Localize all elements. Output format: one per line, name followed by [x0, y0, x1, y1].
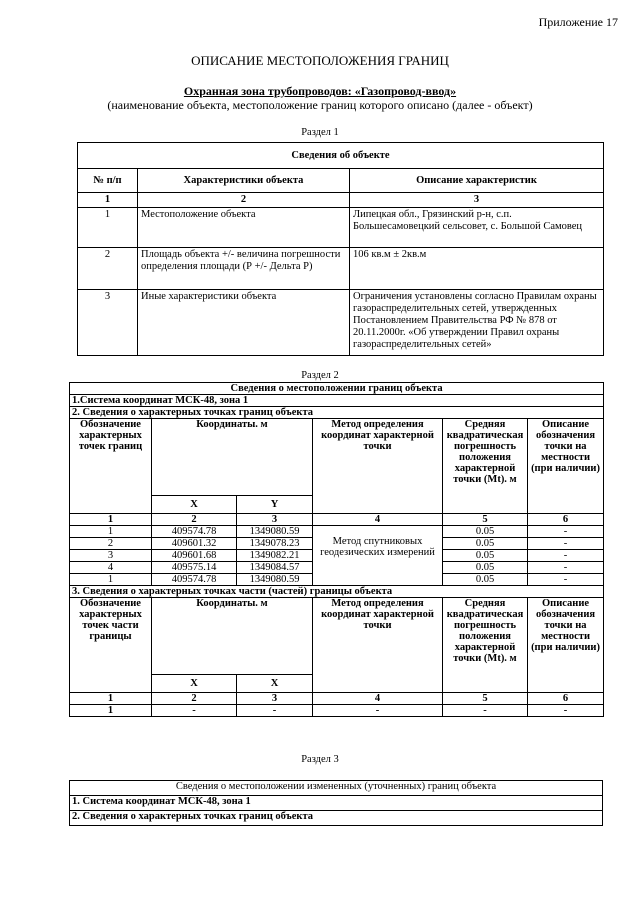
- part-cell: -: [237, 705, 313, 717]
- col-method: Метод определения координат характерной точки: [313, 598, 443, 693]
- col-number: 6: [528, 514, 604, 526]
- section3-table: [69, 780, 603, 826]
- point-x: 409601.68: [152, 550, 237, 562]
- col-number: 1: [78, 193, 138, 208]
- point-x: 409574.78: [152, 574, 237, 586]
- col-y: X: [237, 675, 313, 693]
- col-number: 6: [528, 693, 604, 705]
- section1-label: Раздел 1: [301, 127, 339, 138]
- col-error: Средняя квадратическая погрешность положения характерной точки (Mt). м: [443, 419, 528, 514]
- col-number: 2: [152, 693, 237, 705]
- row-name: Иные характеристики объекта: [138, 290, 350, 356]
- points-header: 2. Сведения о характерных точках границ объекта: [70, 407, 604, 419]
- col-x: X: [152, 675, 237, 693]
- col-coords: Координаты. м: [152, 419, 313, 496]
- col-number: 3: [350, 193, 604, 208]
- object-name: Охранная зона трубопроводов: «Газопровод-ввод»: [183, 84, 457, 98]
- row-num: 1: [78, 208, 138, 248]
- point-error: 0.05: [443, 538, 528, 550]
- point-desc: -: [528, 562, 604, 574]
- section2-table: [69, 382, 604, 717]
- page-title: ОПИСАНИЕ МЕСТОПОЛОЖЕНИЯ ГРАНИЦ: [191, 53, 449, 68]
- part-cell: -: [313, 705, 443, 717]
- col-number: 3: [237, 693, 313, 705]
- col-point-desc: Описание обозначения точки на местности (при наличии): [528, 419, 604, 514]
- point-x: 409574.78: [152, 526, 237, 538]
- col-method: Метод определения координат характерной точки: [313, 419, 443, 514]
- point-number: 4: [70, 562, 152, 574]
- col-x: X: [152, 496, 237, 514]
- point-y: 1349084.57: [237, 562, 313, 574]
- point-y: 1349080.59: [237, 526, 313, 538]
- col-point-part: Обозначение характерных точек части границы: [70, 598, 152, 693]
- point-y: 1349082.21: [237, 550, 313, 562]
- point-desc: -: [528, 550, 604, 562]
- section3-label: Раздел 3: [301, 754, 339, 765]
- point-desc: -: [528, 538, 604, 550]
- point-y: 1349078.23: [237, 538, 313, 550]
- parts-header: 3. Сведения о характерных точках части (частей) границы объекта: [70, 586, 604, 598]
- coord-system: 1. Система координат МСК-48, зона 1: [70, 796, 603, 811]
- col-number: 3: [237, 514, 313, 526]
- col-error: Средняя квадратическая погрешность положения характерной точки (Mt). м: [443, 598, 528, 693]
- point-error: 0.05: [443, 526, 528, 538]
- point-error: 0.05: [443, 550, 528, 562]
- col-number: 1: [70, 693, 152, 705]
- point-desc: -: [528, 574, 604, 586]
- point-x: 409601.32: [152, 538, 237, 550]
- col-num: № п/п: [78, 169, 138, 193]
- section2-label: Раздел 2: [301, 370, 339, 381]
- point-desc: -: [528, 526, 604, 538]
- row-desc: 106 кв.м ± 2кв.м: [350, 248, 604, 290]
- point-y: 1349080.59: [237, 574, 313, 586]
- table-row: [70, 526, 604, 538]
- part-cell: -: [443, 705, 528, 717]
- col-number: 4: [313, 693, 443, 705]
- row-desc: Ограничения установлены согласно Правилам охраны газораспределительных сетей, утвержденных Постановлением Правительства РФ № 878 от 20.11.2000г. «Об утверждении Правил охраны газораспределительных сетей»: [350, 290, 604, 356]
- row-num: 2: [78, 248, 138, 290]
- col-number: 5: [443, 693, 528, 705]
- coord-system: 1.Система координат МСК-48, зона 1: [70, 395, 604, 407]
- point-number: 2: [70, 538, 152, 550]
- point-method: [313, 526, 443, 586]
- col-number: 2: [138, 193, 350, 208]
- row-name: Площадь объекта +/- величина погрешности определения площади (Р +/- Дельта Р): [138, 248, 350, 290]
- point-error: 0.05: [443, 574, 528, 586]
- point-number: 3: [70, 550, 152, 562]
- col-description: Описание характеристик: [350, 169, 604, 193]
- point-number: 1: [70, 526, 152, 538]
- point-x: 409575.14: [152, 562, 237, 574]
- col-number: 4: [313, 514, 443, 526]
- point-number: 1: [70, 574, 152, 586]
- col-coords: Координаты. м: [152, 598, 313, 675]
- section1-header: Сведения об объекте: [78, 143, 604, 169]
- col-number: 5: [443, 514, 528, 526]
- section2-header: Сведения о местоположении границ объекта: [70, 383, 604, 395]
- col-point: Обозначение характерных точек границ: [70, 419, 152, 514]
- part-cell: 1: [70, 705, 152, 717]
- col-characteristic: Характеристики объекта: [138, 169, 350, 193]
- point-error: 0.05: [443, 562, 528, 574]
- col-number: 1: [70, 514, 152, 526]
- col-point-desc: Описание обозначения точки на местности (при наличии): [528, 598, 604, 693]
- row-desc: Липецкая обл., Грязинский р-н, с.п. Большесамовецкий сельсовет, с. Большой Самовец: [350, 208, 604, 248]
- appendix-label: Приложение 17: [538, 15, 618, 29]
- part-cell: -: [528, 705, 604, 717]
- col-y: Y: [237, 496, 313, 514]
- section3-header: Сведения о местоположении измененных (уточненных) границ объекта: [70, 781, 603, 796]
- method-text: Метод спутниковых геодезических измерений: [320, 536, 435, 558]
- table-row: [70, 705, 604, 717]
- section1-table: [77, 142, 604, 356]
- part-cell: -: [152, 705, 237, 717]
- row-num: 3: [78, 290, 138, 356]
- row-name: Местоположение объекта: [138, 208, 350, 248]
- col-number: 2: [152, 514, 237, 526]
- points-header: 2. Сведения о характерных точках границ объекта: [70, 811, 603, 826]
- object-name-note: (наименование объекта, местоположение границ которого описано (далее - объект): [107, 98, 533, 112]
